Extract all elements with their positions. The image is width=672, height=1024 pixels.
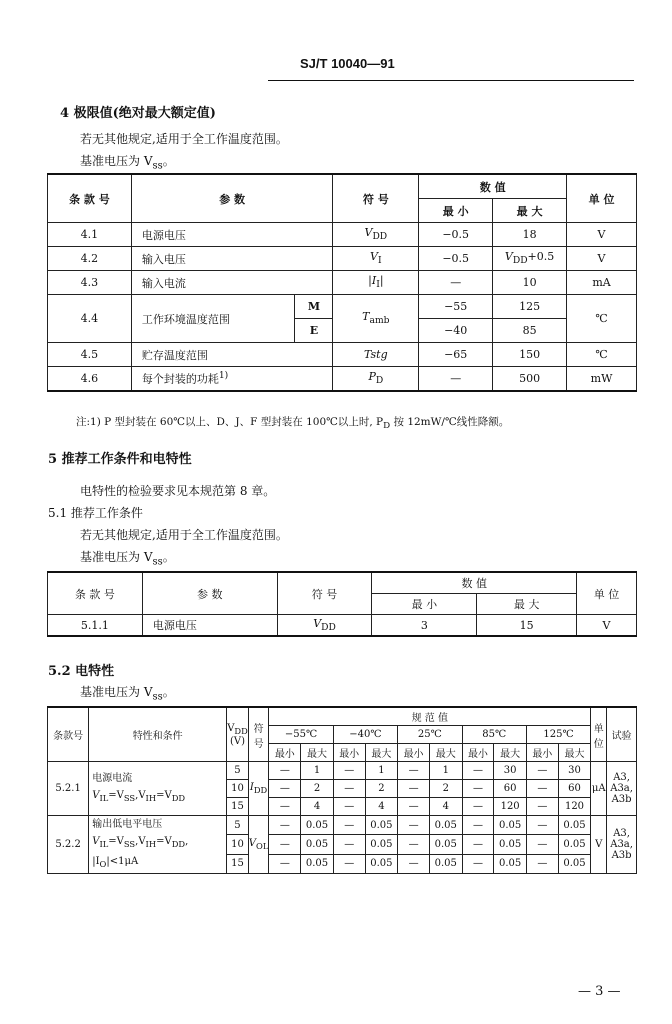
col-clause: 条 款 号 [48,572,143,615]
section-5-title: 5 推荐工作条件和电特性 [48,452,192,467]
cell-value: 1 [365,762,398,780]
col-min: 最小 [526,744,558,762]
cell-value: 0.05 [494,816,527,835]
cell-vdd: 10 [227,835,249,854]
col-param: 特性和条件 [89,707,227,762]
cell-min: −65 [419,343,493,367]
cell-value: — [462,762,494,780]
table-row [48,367,637,392]
cell-max: 15 [477,615,577,637]
cell-min: −55 [419,295,493,319]
col-clause: 条 款 号 [48,174,132,223]
cell-grade-e: E [295,319,333,343]
cell-value: 0.05 [430,835,463,854]
cell-value: 2 [365,780,398,798]
cell-value: — [269,854,301,873]
section-5-1-title: 5.1 推荐工作条件 [48,506,143,520]
cell-value: 2 [430,780,463,798]
cell-clause: 4.3 [48,271,132,295]
cell-value: — [526,780,558,798]
col-min: 最小 [333,744,365,762]
cell-value: 1 [301,762,334,780]
cell-max: 150 [493,343,567,367]
col-temp-125: 125℃ [526,726,590,744]
col-temp-25: 25℃ [398,726,462,744]
col-max: 最大 [430,744,463,762]
cell-value: — [526,835,558,854]
cell-symbol: $V_{DD}$ [333,223,419,247]
cell-clause: 5.2.1 [48,762,89,816]
cell-min: 3 [372,615,477,637]
cell-param: 电源电压 [142,615,277,637]
col-min: 最小 [398,744,430,762]
cell-vdd: 10 [227,780,249,798]
recommended-conditions-table [47,571,637,637]
cell-value: — [269,798,301,816]
section-5-1-line2: 若无其他规定,适用于全工作温度范围。 [80,528,288,542]
cell-param: 电源电压 [131,223,333,247]
cell-unit: V [577,615,637,637]
col-temp-85: 85℃ [462,726,526,744]
cell-symbol: $T_{amb}$ [333,295,419,343]
cell-unit: mW [567,367,637,392]
cell-symbol: $V_{OL}$ [248,816,269,874]
section-4-title: 4 极限值(绝对最大额定值) [60,106,216,121]
cell-min: — [419,271,493,295]
cell-value: — [398,854,430,873]
page-number: — 3 — [578,984,621,999]
cell-value: 0.05 [494,854,527,873]
cell-symbol: $V_I$ [333,247,419,271]
cell-value: 0.05 [301,835,334,854]
cell-value: — [269,762,301,780]
cell-min: — [419,367,493,392]
col-symbol: 符号 [248,707,269,762]
col-max: 最 大 [477,594,577,615]
col-max: 最大 [365,744,398,762]
table-row [48,247,637,271]
cell-value: — [526,762,558,780]
cell-value: — [398,798,430,816]
section-5-2-line1: 基准电压为 $V_{ss}$。 [80,685,175,703]
document-code: SJ/T 10040—91 [300,56,395,71]
cell-value: 0.05 [494,835,527,854]
cell-value: — [333,816,365,835]
section-4-line2: 基准电压为 $V_{ss}$。 [80,154,175,172]
cell-value: — [462,835,494,854]
cell-value: 0.05 [365,816,398,835]
cell-value: — [526,798,558,816]
cell-value: — [462,798,494,816]
col-max: 最大 [494,744,527,762]
cell-value: 60 [558,780,591,798]
cell-unit: V [591,816,607,874]
cell-value: — [269,835,301,854]
col-clause: 条款号 [48,707,89,762]
cell-vdd: 5 [227,816,249,835]
cell-min: −0.5 [419,223,493,247]
col-spec: 规 范 值 [269,707,591,726]
col-min: 最小 [462,744,494,762]
cell-symbol: Tstg [333,343,419,367]
col-min: 最小 [269,744,301,762]
cell-value: 1 [430,762,463,780]
cell-value: — [462,816,494,835]
section-5-1-line3: 基准电压为 $V_{ss}$。 [80,550,175,568]
col-value: 数 值 [372,572,577,594]
table-row [48,295,637,319]
cell-param: 贮存温度范围 [131,343,333,367]
cell-clause: 4.5 [48,343,132,367]
cell-value: 4 [301,798,334,816]
col-param: 参 数 [131,174,333,223]
cell-value: 0.05 [430,816,463,835]
cell-unit: ℃ [567,343,637,367]
cell-value: — [462,854,494,873]
cell-clause: 4.2 [48,247,132,271]
cell-max: 85 [493,319,567,343]
cell-value: — [333,798,365,816]
cell-max: 18 [493,223,567,247]
cell-param: 工作环境温度范围 [131,295,295,343]
cell-value: — [398,816,430,835]
cell-unit: V [567,247,637,271]
cell-value: 0.05 [365,854,398,873]
table-footnote: 注:1) P 型封装在 60℃以上、D、J、F 型封装在 100℃以上时, $P_D$ 按 12mW/℃线性降额。 [76,416,510,432]
cell-value: 4 [430,798,463,816]
cell-symbol: $V_{DD}$ [277,615,372,637]
cell-symbol: $P_D$ [333,367,419,392]
cell-value: — [398,780,430,798]
cell-value: 0.05 [301,854,334,873]
col-max: 最大 [301,744,334,762]
col-max: 最 大 [493,199,567,223]
cell-min: −40 [419,319,493,343]
col-temp-m55: −55℃ [269,726,333,744]
cell-param: 每个封装的功耗$^{1)}$ [131,367,333,392]
cell-value: — [398,835,430,854]
section-5-2-title: 5.2 电特性 [48,664,115,679]
cell-clause: 4.6 [48,367,132,392]
col-unit: 单 位 [577,572,637,615]
col-value: 数 值 [419,174,567,199]
cell-value: — [526,816,558,835]
table-row [48,816,637,835]
cell-unit: mA [567,271,637,295]
col-unit: 单 位 [567,174,637,223]
cell-vdd: 5 [227,762,249,780]
cell-max: 10 [493,271,567,295]
table-row [48,615,637,637]
col-symbol: 符 号 [333,174,419,223]
table-row [48,762,637,780]
cell-param: 输入电压 [131,247,333,271]
absolute-max-table [47,173,637,392]
col-vdd: $V_{DD}$ (V) [227,707,249,762]
cell-max: $V_{DD}+0.5$ [493,247,567,271]
cell-vdd: 15 [227,854,249,873]
cell-value: 120 [558,798,591,816]
section-4-line1: 若无其他规定,适用于全工作温度范围。 [80,132,288,146]
header-rule [268,80,634,81]
cell-value: 0.05 [558,816,591,835]
cell-max: 500 [493,367,567,392]
cell-clause: 5.1.1 [48,615,143,637]
cell-value: — [333,835,365,854]
col-param: 参 数 [142,572,277,615]
cell-value: 30 [494,762,527,780]
cell-value: 2 [301,780,334,798]
col-min: 最 小 [419,199,493,223]
table-row [48,271,637,295]
cell-symbol: $I_{DD}$ [248,762,269,816]
cell-test: A3, A3a, A3b [607,816,637,874]
cell-value: 4 [365,798,398,816]
cell-value: — [333,780,365,798]
cell-value: 0.05 [558,835,591,854]
cell-value: 0.05 [365,835,398,854]
cell-clause: 4.1 [48,223,132,247]
table-row [48,343,637,367]
col-min: 最 小 [372,594,477,615]
cell-vdd: 15 [227,798,249,816]
col-unit: 单位 [591,707,607,762]
cell-grade-m: M [295,295,333,319]
col-temp-m40: −40℃ [333,726,397,744]
cell-value: — [398,762,430,780]
cell-value: — [333,854,365,873]
col-max: 最大 [558,744,591,762]
cell-unit: ℃ [567,295,637,343]
cell-value: 60 [494,780,527,798]
col-symbol: 符 号 [277,572,372,615]
cell-unit: V [567,223,637,247]
cell-test: A3, A3a, A3b [607,762,637,816]
cell-clause: 4.4 [48,295,132,343]
cell-clause: 5.2.2 [48,816,89,874]
cell-value: 0.05 [430,854,463,873]
table-row [48,223,637,247]
cell-value: — [462,780,494,798]
electrical-characteristics-table [47,706,637,874]
cell-value: 30 [558,762,591,780]
cell-unit: μA [591,762,607,816]
cell-param: 输入电流 [131,271,333,295]
cell-value: 120 [494,798,527,816]
col-test: 试验 [607,707,637,762]
cell-value: 0.05 [301,816,334,835]
cell-value: 0.05 [558,854,591,873]
cell-symbol: $|I_I|$ [333,271,419,295]
cell-value: — [269,780,301,798]
cell-condition: 输出低电平电压 $V_{IL}=V_{SS},V_{IH}=V_{DD}$, $|I_O|<1\mu A$ [89,816,227,874]
cell-value: — [269,816,301,835]
cell-value: — [333,762,365,780]
cell-max: 125 [493,295,567,319]
cell-min: −0.5 [419,247,493,271]
section-5-line1: 电特性的检验要求见本规范第 8 章。 [80,484,276,498]
cell-value: — [526,854,558,873]
cell-condition: 电源电流 $V_{IL}=V_{SS},V_{IH}=V_{DD}$ [89,762,227,816]
